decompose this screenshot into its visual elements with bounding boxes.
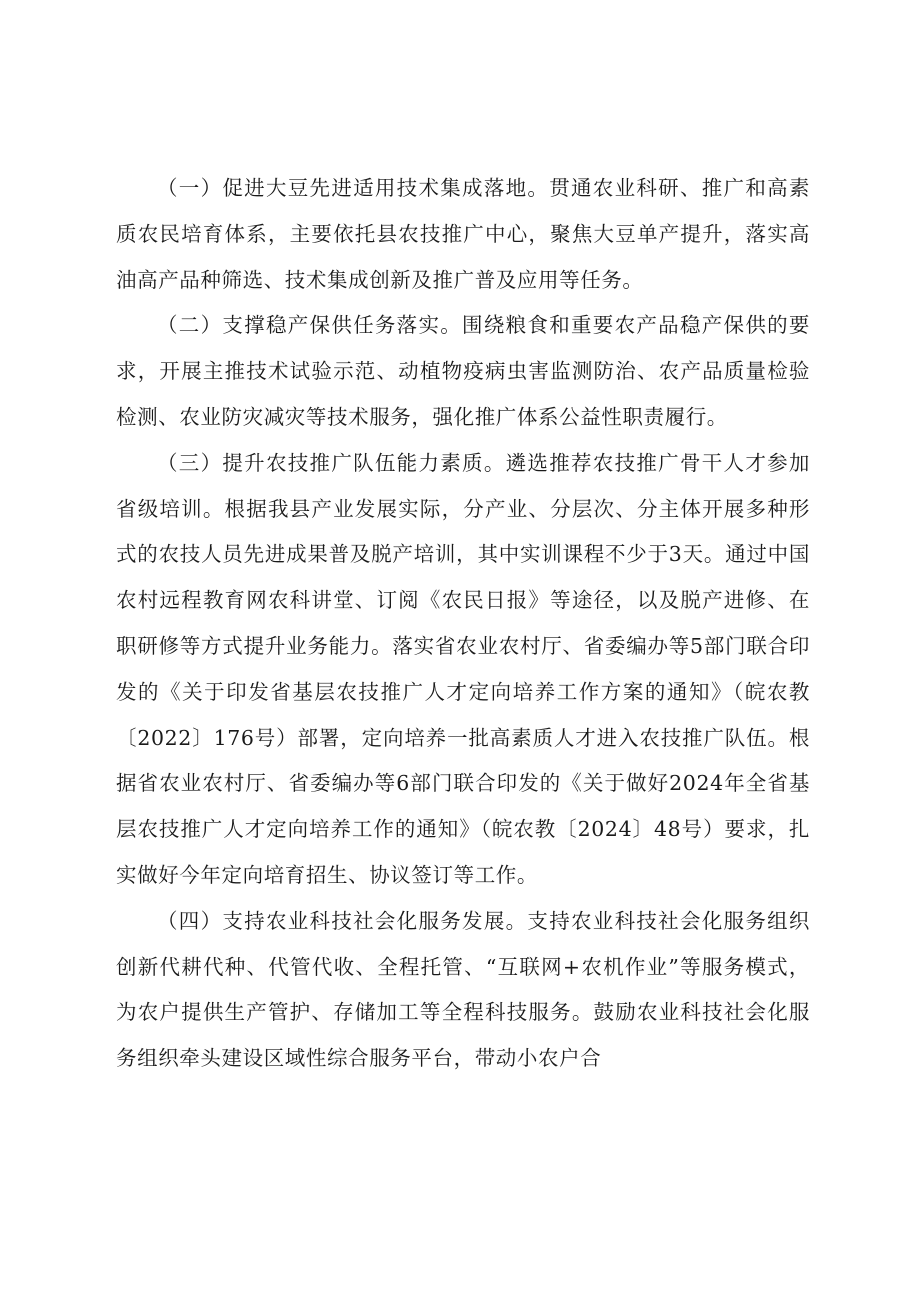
paragraph-section-2: （二）支撑稳产保供任务落实。围绕粮食和重要农产品稳产保供的要求，开展主推技术试验示范、动植物疫病虫害监测防治、农产品质量检验检测、农业防灾减灾等技术服务，强化推广体系公益性职责履行。	[116, 313, 810, 429]
paragraph-section-1: （一）促进大豆先进适用技术集成落地。贯通农业科研、推广和高素质农民培育体系，主要依托县农技推广中心，聚焦大豆单产提升，落实高油高产品种筛选、技术集成创新及推广普及应用等任务。	[116, 176, 810, 292]
paragraph-section-4: （四）支持农业科技社会化服务发展。支持农业科技社会化服务组织创新代耕代种、代管代收、全程托管、“互联网+农机作业”等服务模式，为农户提供生产管护、存储加工等全程科技服务。鼓励农业科技社会化服务组织牵头建设区域性综合服务平台，带动小农户合	[116, 908, 810, 1071]
paragraph-section-3: （三）提升农技推广队伍能力素质。遴选推荐农技推广骨干人才参加省级培训。根据我县产业发展实际，分产业、分层次、分主体开展多种形式的农技人员先进成果普及脱产培训，其中实训课程不少于3天。通过中国农村远程教育网农科讲堂、订阅《农民日报》等途径，以及脱产进修、在职研修等方式提升业务能力。落实省农业农村厅、省委编办等5部门联合印发的《关于印发省基层农技推广人才定向培养工作方案的通知》（皖农教〔2022〕176号）部署，定向培养一批高素质人才进入农技推广队伍。根据省农业农村厅、省委编办等6部门联合印发的《关于做好2024年全省基层农技推广人才定向培养工作的通知》（皖农教〔2024〕48号）要求，扎实做好今年定向培育招生、协议签订等工作。	[116, 450, 810, 887]
document-body	[116, 166, 810, 1082]
